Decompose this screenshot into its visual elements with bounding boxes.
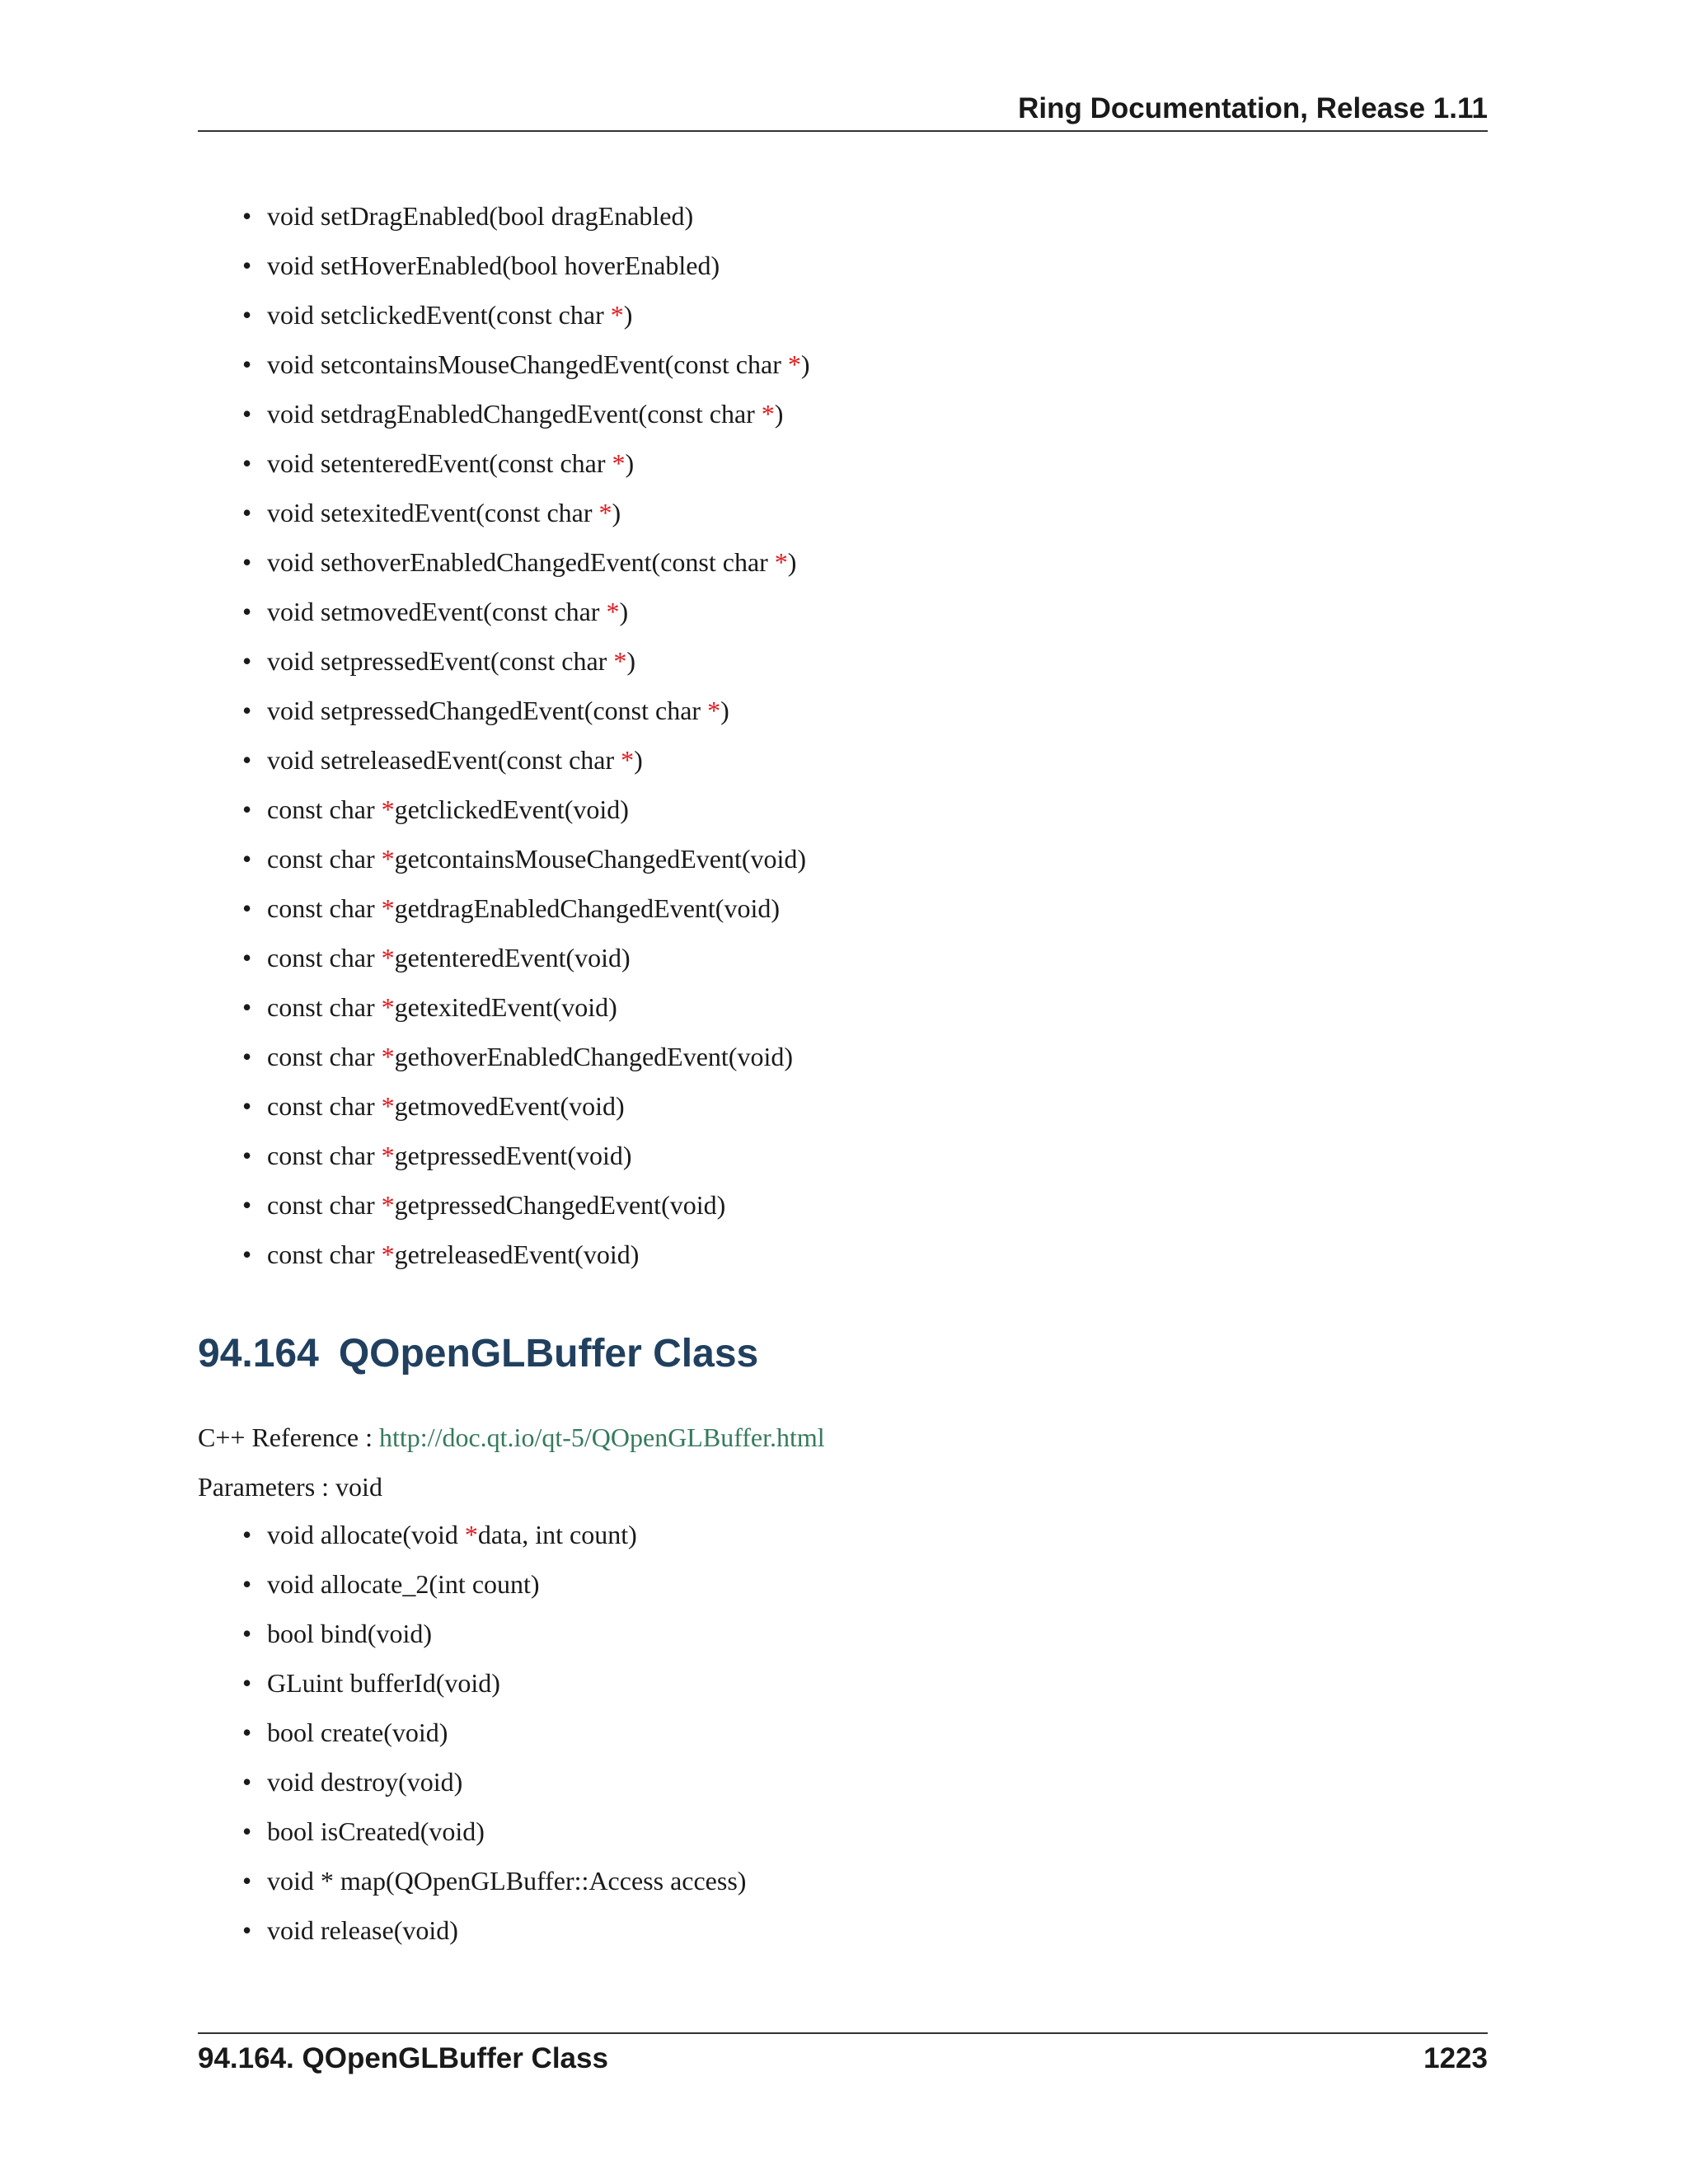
signature-after: getmovedEvent(void) [394, 1091, 625, 1121]
signature-before: void setDragEnabled(bool dragEnabled) [267, 201, 694, 231]
signature-before: void setclickedEvent(const char [267, 300, 611, 330]
signature-after: ) [774, 399, 784, 429]
signature-after: ) [612, 498, 621, 527]
method-signature [267, 1515, 637, 1554]
document-title: Ring Documentation, Release 1.11 [1018, 92, 1488, 124]
signature-before: bool bind(void) [267, 1619, 432, 1648]
signature-before: const char [267, 794, 382, 824]
pointer-star: * [381, 1141, 395, 1170]
pointer-star: * [610, 300, 624, 330]
bullet-icon: • [242, 1569, 252, 1599]
bullet-icon: • [242, 1915, 252, 1945]
pointer-star: * [761, 399, 775, 429]
signature-before: void * map(QOpenGLBuffer::Access access) [267, 1866, 747, 1896]
pointer-star: * [381, 893, 395, 923]
footer-section-title: 94.164. QOpenGLBuffer Class [198, 2042, 608, 2074]
method-signature [267, 1564, 540, 1604]
pointer-star: * [381, 794, 395, 824]
signature-after: getpressedEvent(void) [394, 1141, 632, 1170]
signature-after: getreleasedEvent(void) [394, 1240, 640, 1269]
bullet-icon: • [242, 1816, 252, 1846]
signature-after: ) [626, 646, 635, 676]
signature-before: void release(void) [267, 1915, 458, 1945]
pointer-star: * [381, 1091, 395, 1121]
bullet-icon: • [242, 1668, 252, 1698]
signature-after: ) [800, 349, 810, 379]
bullet-icon: • [242, 597, 252, 626]
method-signature [267, 443, 634, 483]
pointer-star: * [707, 696, 721, 725]
bullet-icon: • [242, 251, 252, 280]
method-signature [267, 1811, 485, 1851]
method-signature [267, 691, 729, 730]
signature-after: ) [634, 745, 643, 775]
signature-before: void sethoverEnabledChangedEvent(const char [267, 547, 775, 577]
bullet-icon: • [242, 300, 252, 330]
bullet-icon: • [242, 1042, 252, 1071]
bullet-icon: • [242, 1767, 252, 1797]
bullet-icon: • [242, 992, 252, 1022]
page-header [198, 89, 1488, 132]
bullet-icon: • [242, 1091, 252, 1121]
page-number: 1223 [1423, 2042, 1488, 2074]
signature-before: const char [267, 1190, 382, 1220]
bullet-icon: • [242, 1520, 252, 1549]
parameters-line: Parameters : void [198, 1472, 382, 1502]
bullet-icon: • [242, 745, 252, 775]
bullet-icon: • [242, 201, 252, 231]
signature-before: void setexitedEvent(const char [267, 498, 599, 527]
bullet-icon: • [242, 1718, 252, 1747]
pointer-star: * [381, 1240, 395, 1269]
pointer-star: * [381, 943, 395, 972]
bullet-icon: • [242, 1866, 252, 1896]
method-signature [267, 1910, 458, 1950]
signature-before: void setenteredEvent(const char [267, 448, 612, 478]
pointer-star: * [598, 498, 612, 527]
signature-before: void setpressedChangedEvent(const char [267, 696, 708, 725]
method-signature [267, 1614, 432, 1653]
signature-before: GLuint bufferId(void) [267, 1668, 500, 1698]
bullet-icon: • [242, 794, 252, 824]
method-signature [267, 790, 629, 829]
signature-after: ) [720, 696, 729, 725]
pointer-star: * [787, 349, 801, 379]
signature-before: const char [267, 992, 382, 1022]
method-signature [267, 1086, 625, 1126]
method-signature [267, 592, 628, 631]
signature-after: getenteredEvent(void) [394, 943, 631, 972]
signature-before: void setmovedEvent(const char [267, 597, 607, 626]
signature-before: const char [267, 1240, 382, 1269]
signature-after: getpressedChangedEvent(void) [394, 1190, 726, 1220]
signature-after: getclickedEvent(void) [394, 794, 629, 824]
method-signature [267, 1136, 632, 1175]
method-signature [267, 344, 810, 384]
method-signature [267, 542, 796, 582]
pointer-star: * [381, 1190, 395, 1220]
method-signature [267, 888, 780, 928]
signature-before: const char [267, 893, 382, 923]
bullet-icon: • [242, 1240, 252, 1269]
signature-after: ) [625, 448, 635, 478]
bullet-icon: • [242, 844, 252, 874]
signature-before: void setreleasedEvent(const char [267, 745, 621, 775]
bullet-icon: • [242, 1190, 252, 1220]
page-footer [198, 2032, 1488, 2077]
method-signature [267, 1235, 639, 1274]
signature-before: const char [267, 1091, 382, 1121]
signature-before: void allocate_2(int count) [267, 1569, 540, 1599]
pointer-star: * [381, 844, 395, 874]
method-signature [267, 1762, 462, 1802]
bullet-icon: • [242, 349, 252, 379]
pointer-star: * [381, 1042, 395, 1071]
signature-before: void destroy(void) [267, 1767, 463, 1797]
signature-after: ) [623, 300, 633, 330]
signature-before: void setcontainsMouseChangedEvent(const char [267, 349, 788, 379]
pointer-star: * [381, 992, 395, 1022]
pointer-star: * [612, 448, 626, 478]
bullet-icon: • [242, 1619, 252, 1648]
bullet-icon: • [242, 399, 252, 429]
method-signature [267, 295, 632, 335]
pointer-star: * [613, 646, 627, 676]
method-signature [267, 493, 621, 532]
method-signature [267, 1861, 746, 1900]
method-signature [267, 1037, 793, 1076]
signature-before: bool create(void) [267, 1718, 448, 1747]
method-signature [267, 641, 635, 681]
signature-before: void allocate(void [267, 1520, 465, 1549]
method-signature [267, 740, 643, 780]
method-signature [267, 246, 720, 285]
signature-before: void setHoverEnabled(bool hoverEnabled) [267, 251, 720, 280]
signature-before: const char [267, 844, 382, 874]
method-signature [267, 1663, 500, 1703]
method-signature [267, 839, 806, 879]
method-signature [267, 394, 783, 434]
signature-after: getdragEnabledChangedEvent(void) [394, 893, 780, 923]
signature-before: void setpressedEvent(const char [267, 646, 614, 676]
bullet-icon: • [242, 943, 252, 972]
bullet-icon: • [242, 547, 252, 577]
signature-after: data, int count) [477, 1520, 637, 1549]
bullet-icon: • [242, 1141, 252, 1170]
signature-before: void setdragEnabledChangedEvent(const char [267, 399, 762, 429]
reference-label: C++ Reference : [198, 1422, 379, 1452]
signature-after: ) [787, 547, 797, 577]
signature-before: const char [267, 1141, 382, 1170]
bullet-icon: • [242, 448, 252, 478]
method-signature [267, 1713, 448, 1752]
method-signature [267, 1185, 725, 1225]
section-heading [198, 1331, 758, 1376]
signature-after: ) [619, 597, 629, 626]
pointer-star: * [464, 1520, 478, 1549]
signature-before: const char [267, 1042, 382, 1071]
pointer-star: * [621, 745, 635, 775]
method-signature [267, 196, 693, 236]
bullet-icon: • [242, 498, 252, 527]
pointer-star: * [606, 597, 620, 626]
signature-before: bool isCreated(void) [267, 1816, 485, 1846]
section-title: QOpenGLBuffer Class [338, 1332, 759, 1376]
cpp-reference-line [198, 1422, 825, 1453]
pointer-star: * [774, 547, 788, 577]
method-signature [267, 987, 617, 1027]
section-number: 94.164 [198, 1332, 319, 1376]
bullet-icon: • [242, 893, 252, 923]
bullet-icon: • [242, 696, 252, 725]
signature-after: gethoverEnabledChangedEvent(void) [394, 1042, 793, 1071]
signature-before: const char [267, 943, 382, 972]
signature-after: getcontainsMouseChangedEvent(void) [394, 844, 807, 874]
method-signature [267, 938, 631, 977]
reference-link[interactable]: http://doc.qt.io/qt-5/QOpenGLBuffer.html [379, 1422, 825, 1452]
signature-after: getexitedEvent(void) [394, 992, 617, 1022]
bullet-icon: • [242, 646, 252, 676]
